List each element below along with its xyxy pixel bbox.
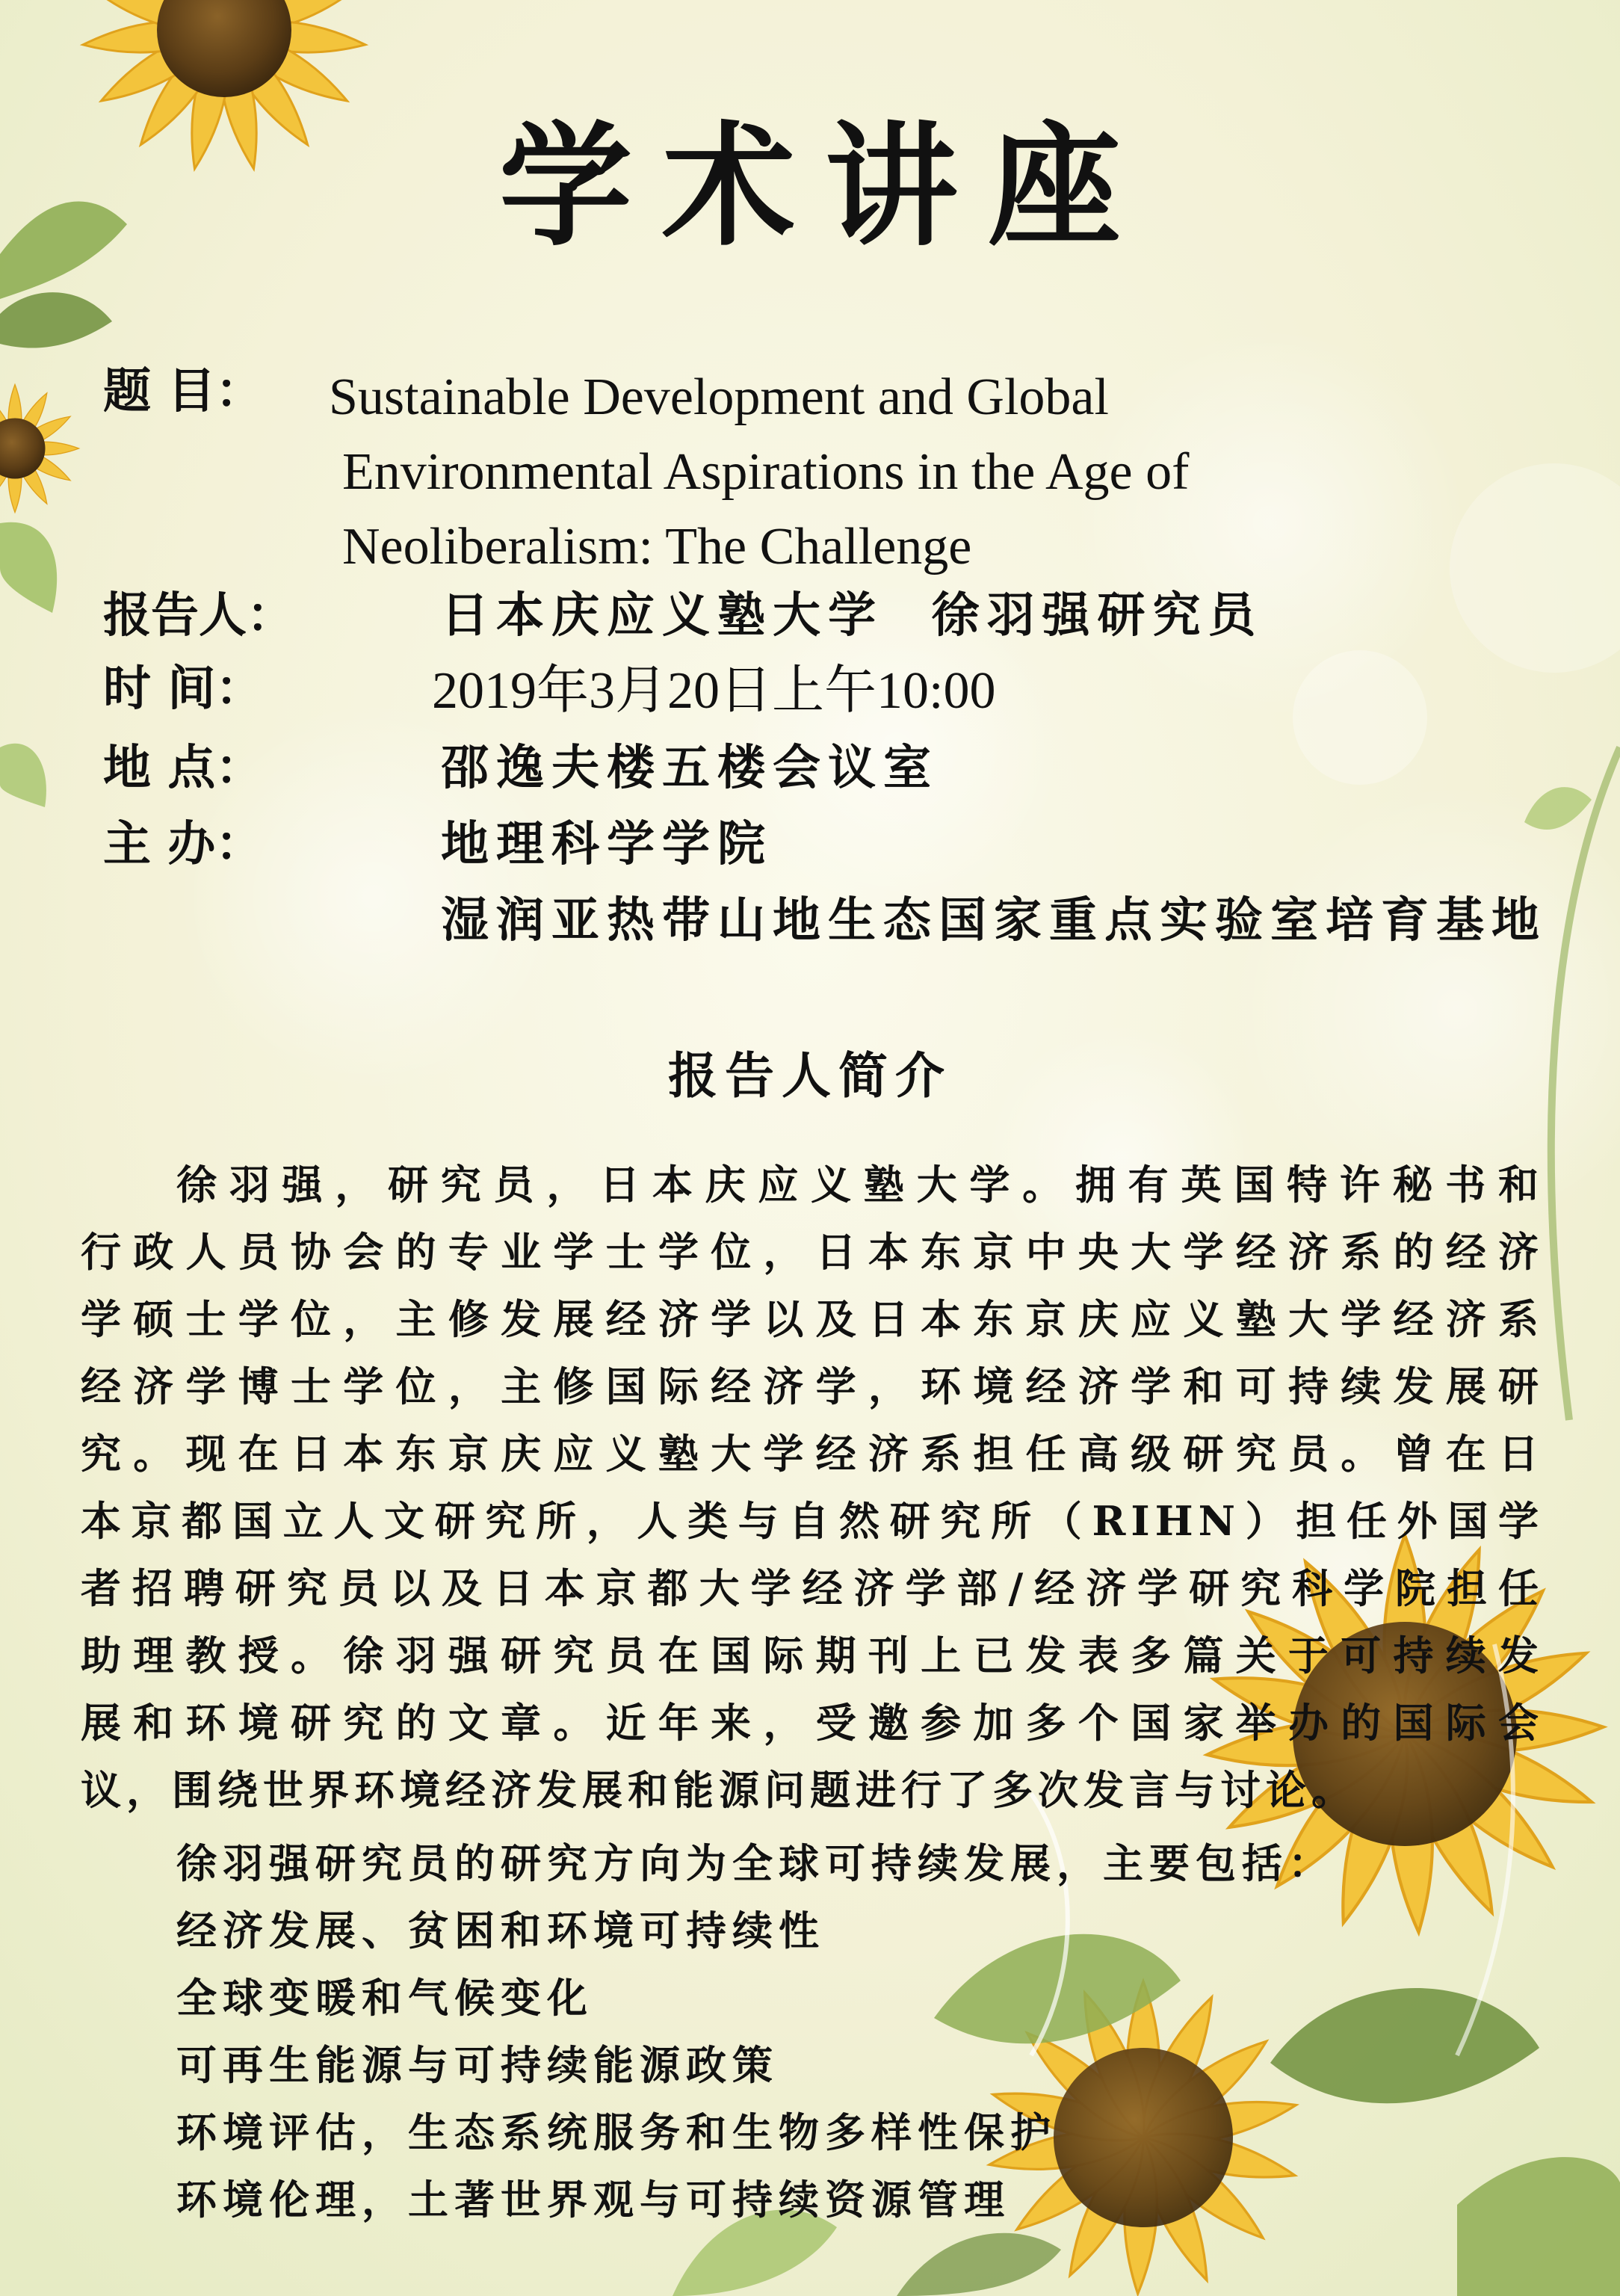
interest-item: 经济发展、贫困和环境可持续性 [176, 1907, 825, 1954]
interest-item: 全球变暖和气候变化 [176, 1974, 593, 2022]
host-label: 主 办： [103, 816, 264, 872]
time-row [103, 661, 996, 720]
bio-line: 经济学博士学位，主修国际经济学，环境经济学和可持续发展研 [81, 1363, 1544, 1410]
bio-line: 徐羽强，研究员，日本庆应义塾大学。拥有英国特许秘书和 [176, 1161, 1544, 1209]
bio-line: 究。现在日本东京庆应义塾大学经济系担任高级研究员。曾在日 [81, 1430, 1544, 1478]
topic-row [103, 363, 327, 419]
interests-intro: 徐羽强研究员的研究方向为全球可持续发展，主要包括： [176, 1839, 1335, 1887]
poster-title: 学术讲座 [499, 108, 1151, 264]
research-interests [176, 1830, 1335, 2233]
time-label: 时 间： [103, 661, 264, 717]
topic-value [329, 360, 1189, 584]
place-row [103, 740, 939, 796]
speaker-value: 日本庆应义塾大学 徐羽强研究员 [441, 587, 1264, 644]
topic-label: 题 目： [103, 363, 264, 419]
bio-line: 展和环境研究的文章。近年来，受邀参加多个国家举办的国际会 [81, 1699, 1544, 1747]
bio-paragraph [81, 1151, 1544, 1824]
bio-line: 行政人员协会的专业学士学位，日本东京中央大学经济系的经济 [81, 1228, 1544, 1276]
interest-item: 可再生能源与可持续能源政策 [176, 2041, 779, 2089]
time-value: 2019年3月20日上午10:00 [432, 662, 996, 720]
speaker-row [103, 587, 1264, 644]
topic-line: Neoliberalism: The Challenge [342, 518, 972, 575]
topic-line: Sustainable Development and Global [329, 368, 1109, 426]
bio-line: 者招聘研究员以及日本京都大学经济学部/经济学研究科学院担任 [81, 1564, 1544, 1612]
host-row [103, 816, 1547, 948]
bio-line: 学硕士学位，主修发展经济学以及日本东京庆应义塾大学经济系 [81, 1295, 1544, 1343]
interest-item: 环境评估，生态系统服务和生物多样性保护 [176, 2108, 1057, 2156]
host-line: 湿润亚热带山地生态国家重点实验室培育基地 [441, 892, 1547, 948]
bio-line: 本京都国立人文研究所，人类与自然研究所（RIHN）担任外国学 [81, 1497, 1544, 1545]
topic-line: Environmental Aspirations in the Age of [342, 443, 1190, 501]
host-line: 地理科学学院 [441, 816, 773, 872]
bio-line: 助理教授。徐羽强研究员在国际期刊上已发表多篇关于可持续发 [81, 1632, 1544, 1679]
place-label: 地 点： [103, 740, 264, 796]
place-value: 邵逸夫楼五楼会议室 [441, 740, 939, 796]
speaker-label: 报告人： [103, 587, 294, 644]
interest-item: 环境伦理，土著世界观与可持续资源管理 [176, 2176, 1010, 2224]
bio-line: 议，围绕世界环境经济发展和能源问题进行了多次发言与讨论。 [81, 1766, 1357, 1814]
bio-heading: 报告人简介 [668, 1046, 952, 1105]
host-value [441, 816, 1547, 948]
